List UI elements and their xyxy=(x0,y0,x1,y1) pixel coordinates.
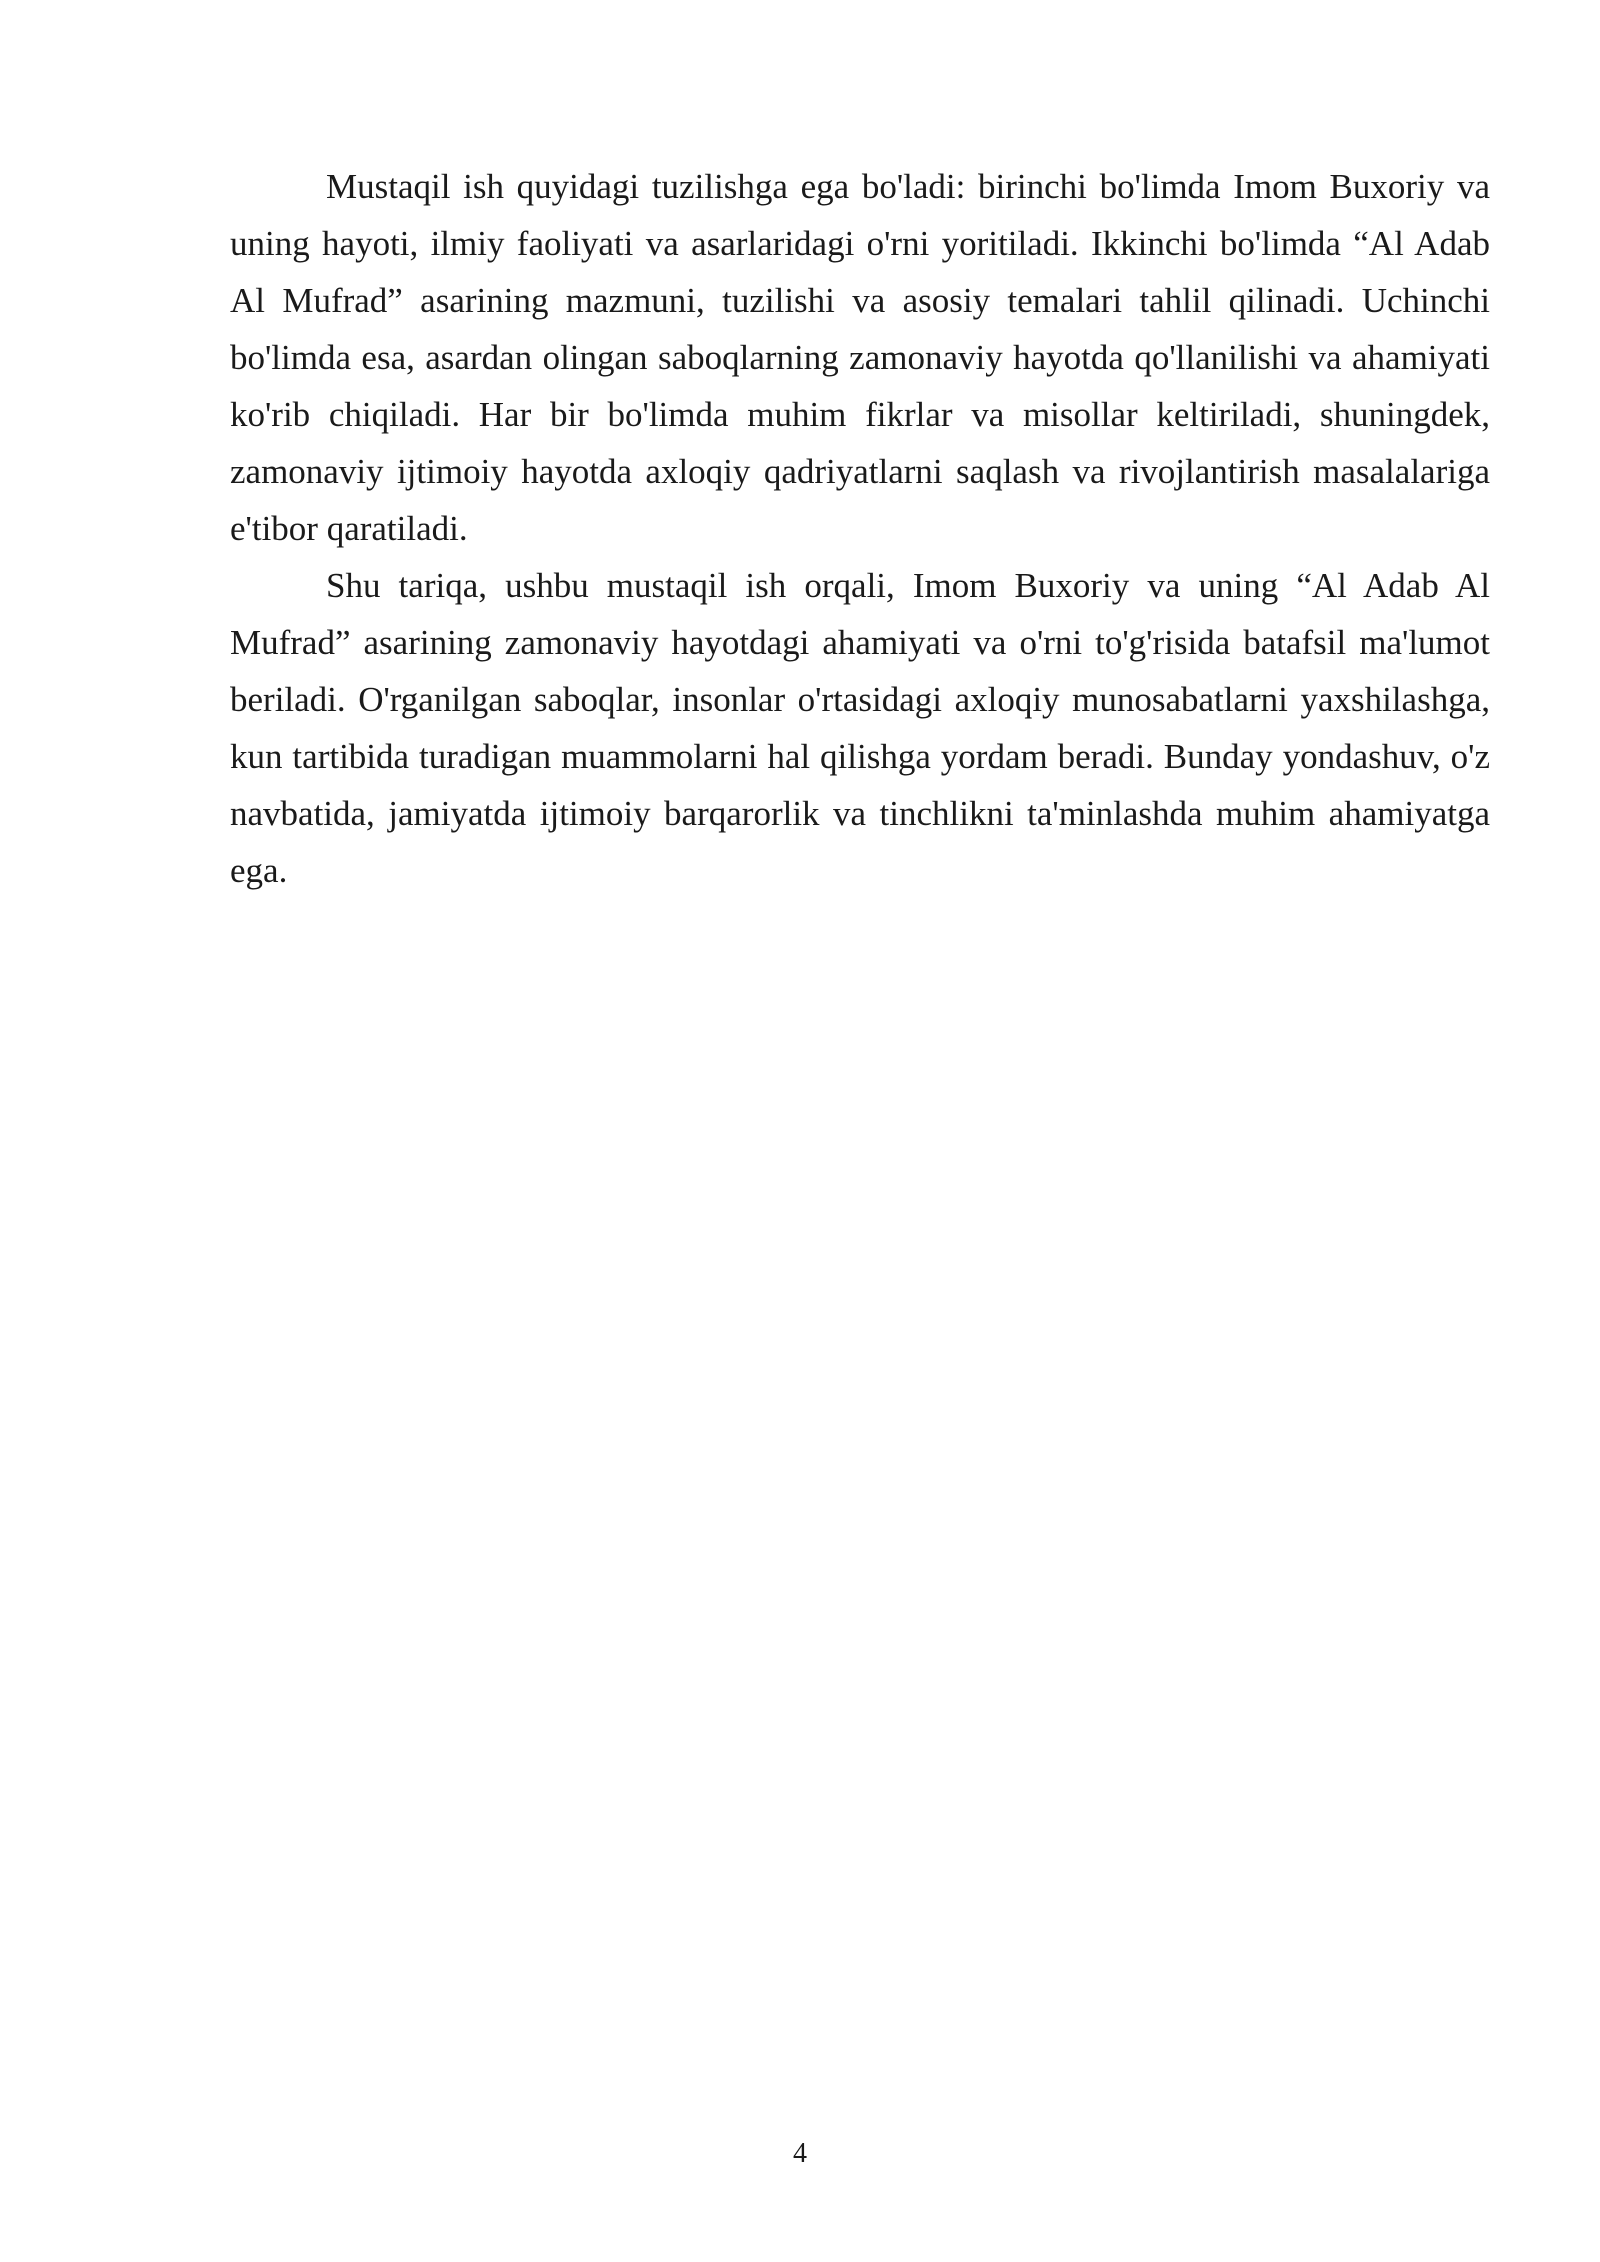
document-body xyxy=(230,158,1490,899)
paragraph-structure: Mustaqil ish quyidagi tuzilishga ega bo'ladi: birinchi bo'limda Imom Buxoriy va uning hayoti, ilmiy faoliyati va asarlaridagi o'rni yoritiladi. Ikkinchi bo'limda “Al Adab Al Mufrad” asarining mazmuni, tuzilishi va asosiy temalari tahlil qilinadi. Uchinchi bo'limda esa, asardan olingan saboqlarning zamonaviy hayotda qo'llanilishi va ahamiyati ko'rib chiqiladi. Har bir bo'limda muhim fikrlar va misollar keltiriladi, shuningdek, zamonaviy ijtimoiy hayotda axloqiy qadriyatlarni saqlash va rivojlantirish masalalariga e'tibor qaratiladi. xyxy=(230,167,1490,548)
page-number: 4 xyxy=(793,2138,807,2169)
paragraph-conclusion: Shu tariqa, ushbu mustaqil ish orqali, Imom Buxoriy va uning “Al Adab Al Mufrad” asarining zamonaviy hayotdagi ahamiyati va o'rni to'g'risida batafsil ma'lumot beriladi. O'rganilgan saboqlar, insonlar o'rtasidagi axloqiy munosabatlarni yaxshilashga, kun tartibida turadigan muammolarni hal qilishga yordam beradi. Bunday yondashuv, o'z navbatida, jamiyatda ijtimoiy barqarorlik va tinchlikni ta'minlashda muhim ahamiyatga ega. xyxy=(230,566,1490,890)
